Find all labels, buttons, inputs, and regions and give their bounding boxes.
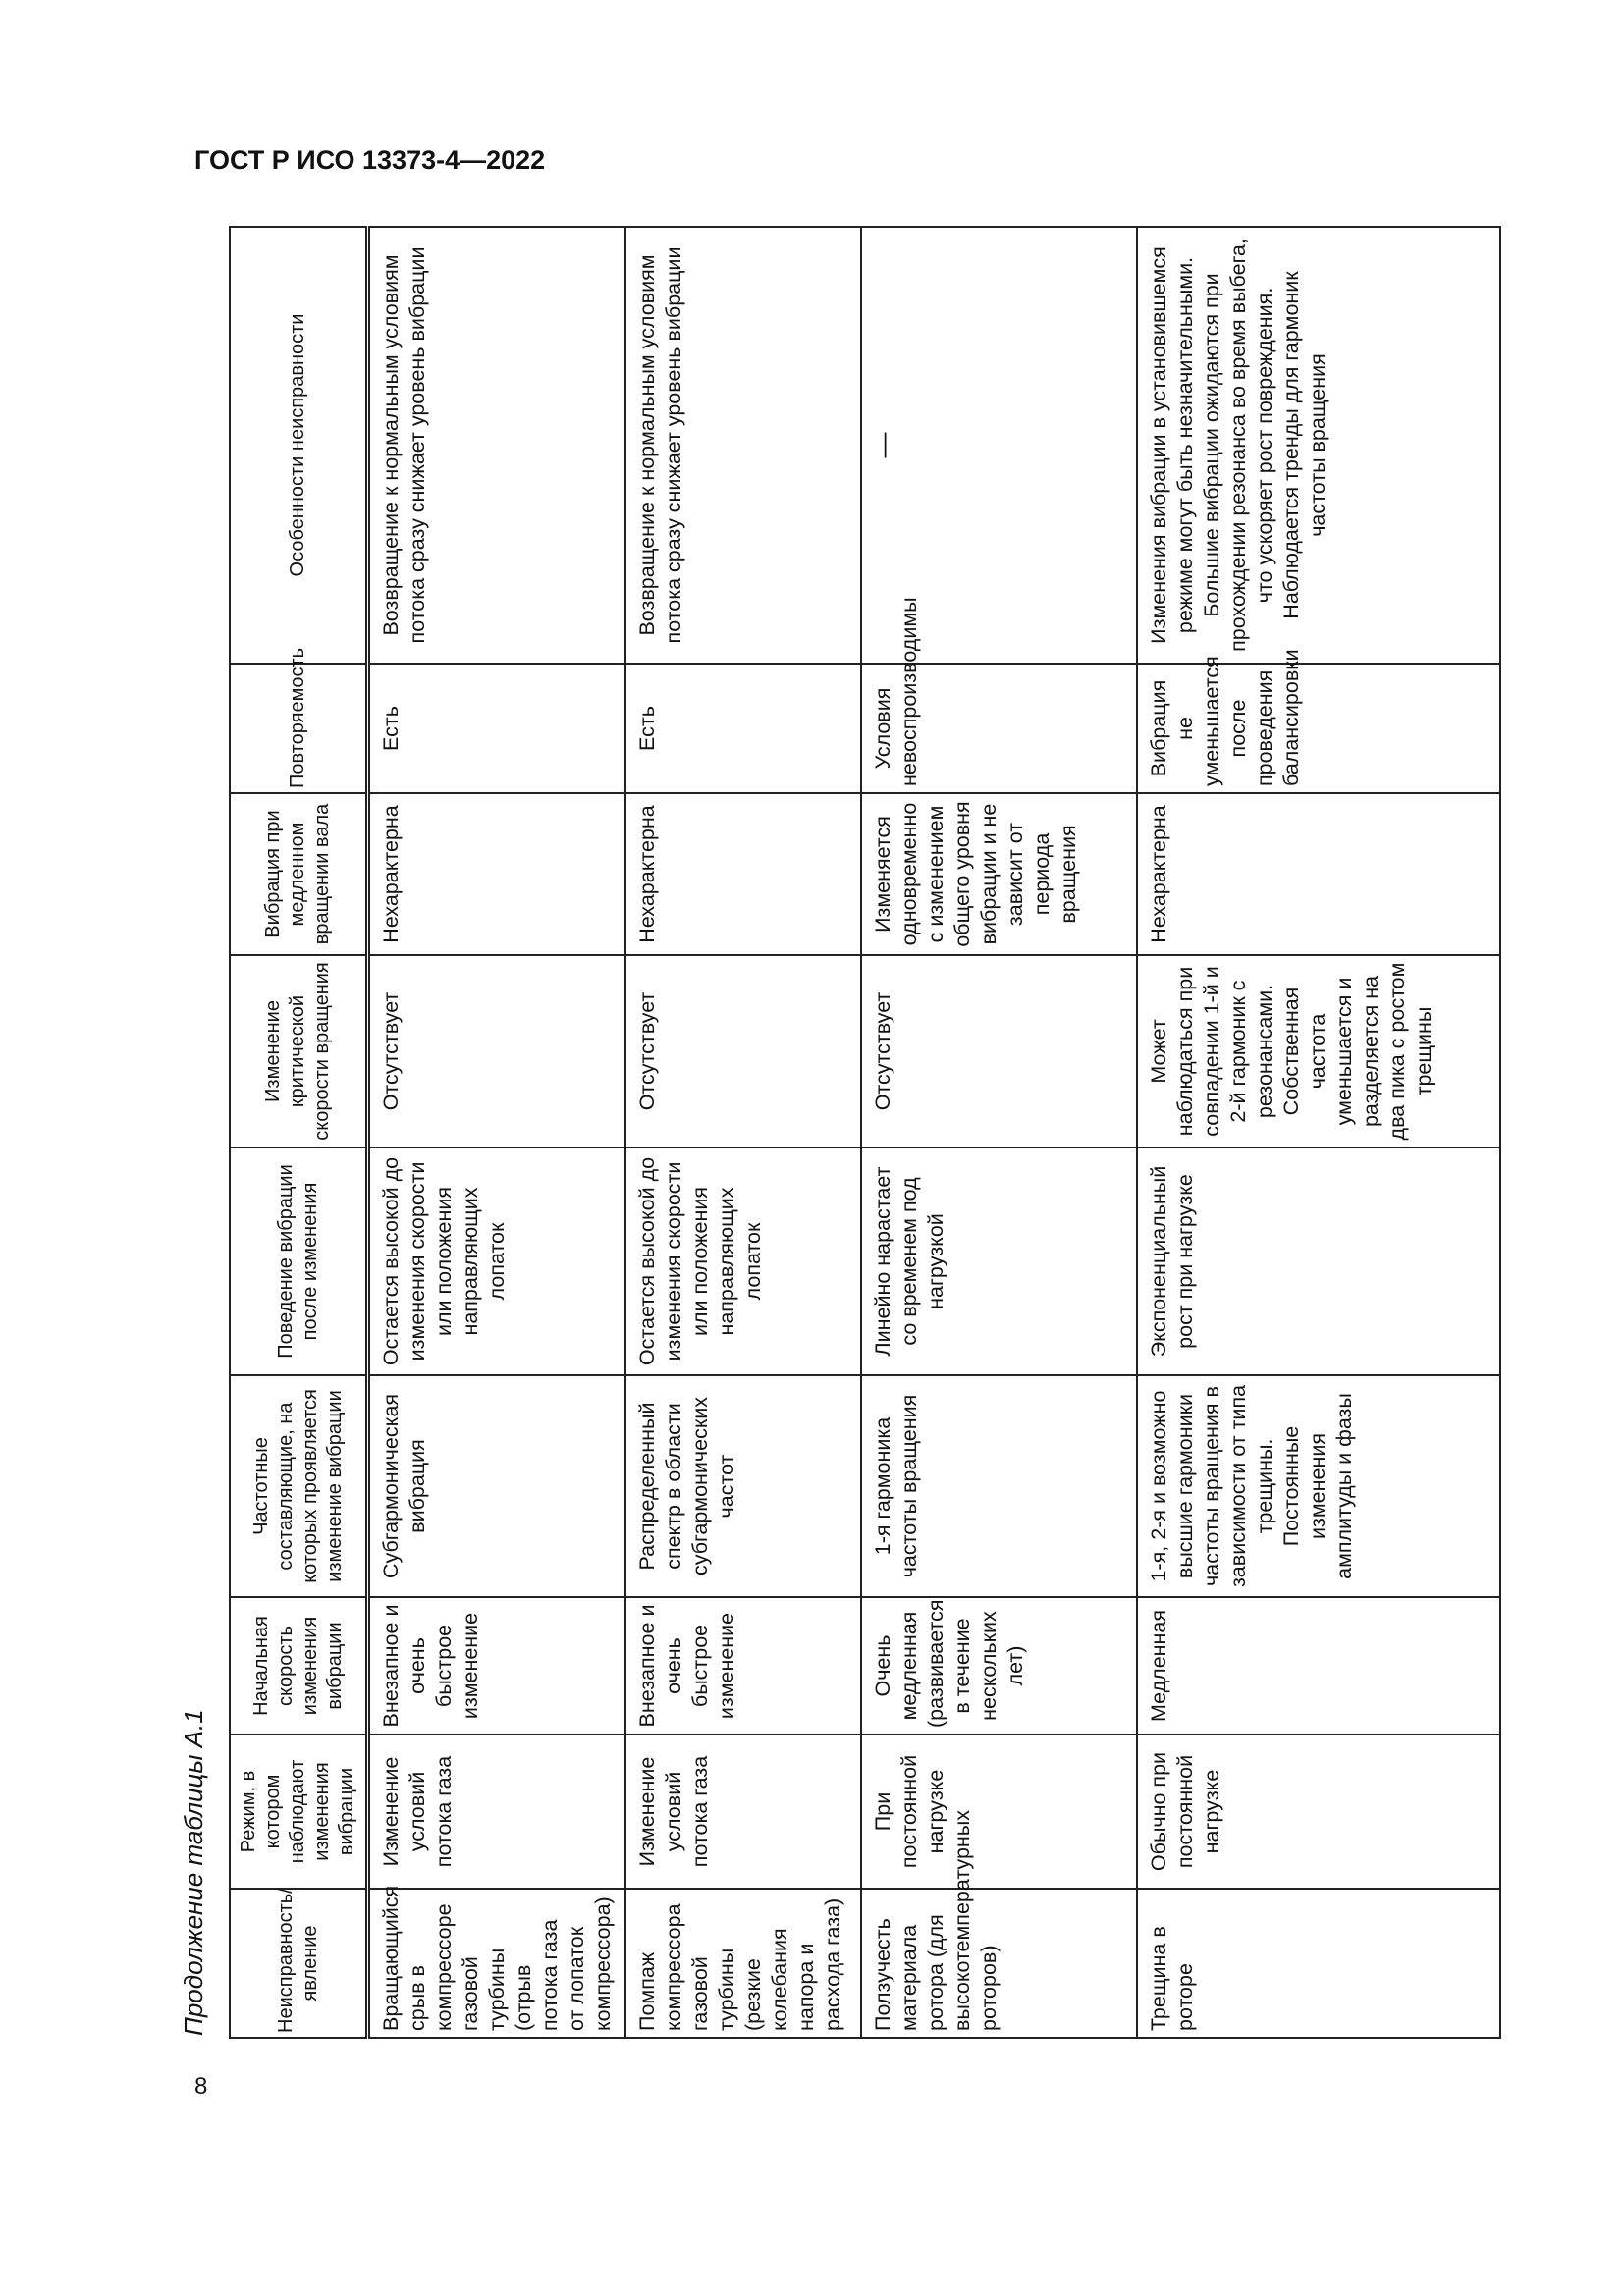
document-header: ГОСТ Р ИСО 13373-4—2022 bbox=[194, 145, 546, 175]
table-row bbox=[368, 227, 626, 2038]
column-header: Вибрация при медленном вращении вала bbox=[230, 793, 368, 955]
table-cell: Изменяется одновременно с изменением общего уровня вибрации и не зависит от периода вращения bbox=[861, 793, 1137, 955]
table-cell: — bbox=[861, 227, 1137, 664]
table-cell: Очень медленная (развивается в течение нескольких лет) bbox=[861, 1597, 1137, 1735]
table-cell: Нехарактерна bbox=[625, 793, 861, 955]
table-cell: Есть bbox=[625, 664, 861, 793]
table-cell: Экспоненциальный рост при нагрузке bbox=[1137, 1148, 1500, 1375]
table-caption: Продолжение таблицы А.1 bbox=[179, 1709, 208, 2036]
table-cell: Вибрация не уменьшается после проведения балансировки bbox=[1137, 664, 1500, 793]
table-cell: Вращающийся срыв в компрессоре газовой турбины (отрыв потока газа от лопаток компрессора) bbox=[368, 1889, 626, 2038]
column-header: Частотные составляющие, на которых проявляется изменение вибрации bbox=[230, 1375, 368, 1597]
table-cell: Трещина в роторе bbox=[1137, 1889, 1500, 2038]
column-header: Неисправность/ явление bbox=[230, 1889, 368, 2038]
column-header: Повторяемость bbox=[230, 664, 368, 793]
table-cell: Может наблюдаться при совпадении 1-й и 2-й гармоник с резонансами. Собственная частота уменьшается и разделяется на два пика с ростом трещины bbox=[1137, 955, 1500, 1148]
table-frame bbox=[229, 228, 1484, 2039]
table-cell: Внезапное и очень быстрое изменение bbox=[368, 1597, 626, 1735]
table-row bbox=[1137, 227, 1500, 2038]
table-cell: 1-я гармоника частоты вращения bbox=[861, 1375, 1137, 1597]
table-cell: Нехарактерна bbox=[1137, 793, 1500, 955]
table-cell: 1-я, 2-я и возможно высшие гармоники частоты вращения в зависимости от типа трещины. Постоянные изменения амплитуды и фазы bbox=[1137, 1375, 1500, 1597]
column-header: Особенности неисправности bbox=[230, 227, 368, 664]
table-cell: Нехарактерна bbox=[368, 793, 626, 955]
table-row bbox=[861, 227, 1137, 2038]
table-cell: Субгармоническая вибрация bbox=[368, 1375, 626, 1597]
table-cell: Возвращение к нормальным условиям потока сразу снижает уровень вибрации bbox=[368, 227, 626, 664]
table-cell: Обычно при постоянной нагрузке bbox=[1137, 1735, 1500, 1889]
table-cell: Изменение условий потока газа bbox=[368, 1735, 626, 1889]
table-cell: Остается высокой до изменения скорости или положения направляющих лопаток bbox=[625, 1148, 861, 1375]
table-cell: Ползучесть материала ротора (для высокотемпературных роторов) bbox=[861, 1889, 1137, 2038]
table-cell: Помпаж компрессора газовой турбины (резкие колебания напора и расхода газа) bbox=[625, 1889, 861, 2038]
page-number: 8 bbox=[194, 2073, 208, 2100]
column-header: Начальная скорость изменения вибрации bbox=[230, 1597, 368, 1735]
column-header: Изменение критической скорости вращения bbox=[230, 955, 368, 1148]
table-header-row bbox=[230, 227, 368, 2038]
table-cell: Есть bbox=[368, 664, 626, 793]
table-cell: Отсутствует bbox=[368, 955, 626, 1148]
table-cell: Медленная bbox=[1137, 1597, 1500, 1735]
table-cell: Изменение условий потока газа bbox=[625, 1735, 861, 1889]
fault-table bbox=[229, 226, 1501, 2039]
table-cell: Условия невоспроизводимы bbox=[861, 664, 1137, 793]
table-cell: Изменения вибрации в установившемся режиме могут быть незначительными. Большие вибрации ожидаются при прохождении резонанса во время выбега, что ускоряет рост повреждения. Наблюдается тренды для гармоник частоты вращения bbox=[1137, 227, 1500, 664]
table-cell: Внезапное и очень быстрое изменение bbox=[625, 1597, 861, 1735]
column-header: Поведение вибрации после изменения bbox=[230, 1148, 368, 1375]
table-cell: Распределенный спектр в области субгармонических частот bbox=[625, 1375, 861, 1597]
table-cell: Отсутствует bbox=[625, 955, 861, 1148]
rotated-table-wrapper bbox=[229, 228, 1484, 2039]
table-row bbox=[625, 227, 861, 2038]
table-cell: Возвращение к нормальным условиям потока сразу снижает уровень вибрации bbox=[625, 227, 861, 664]
column-header: Режим, в котором наблюдают изменения вибрации bbox=[230, 1735, 368, 1889]
table-cell: Остается высокой до изменения скорости или положения направляющих лопаток bbox=[368, 1148, 626, 1375]
table-cell: При постоянной нагрузке bbox=[861, 1735, 1137, 1889]
table-cell: Отсутствует bbox=[861, 955, 1137, 1148]
table-cell: Линейно нарастает со временем под нагрузкой bbox=[861, 1148, 1137, 1375]
